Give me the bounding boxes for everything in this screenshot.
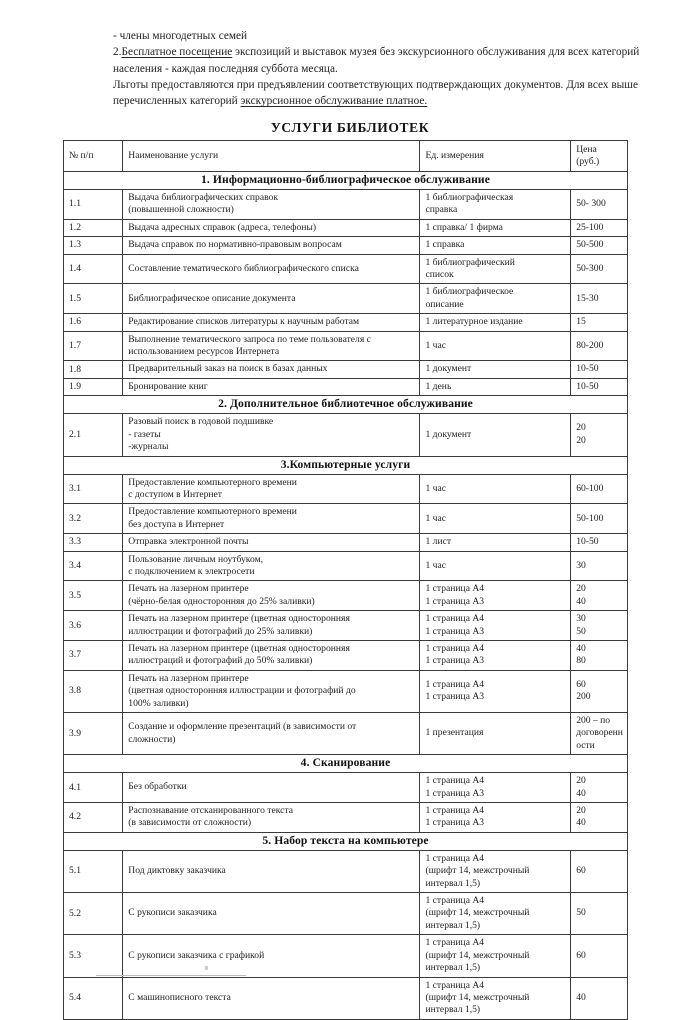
name-line: (повышенной сложности) — [128, 204, 234, 216]
name-line: С рукописи заказчика с графикой — [128, 949, 265, 961]
name-line: Бронирование книг — [128, 380, 208, 392]
name-line: -журналы — [128, 441, 169, 453]
unit-line: список — [425, 269, 454, 281]
services-price-table — [63, 140, 628, 1020]
row-unit — [420, 190, 571, 220]
table-row — [64, 504, 628, 534]
intro-line-3: населения - каждая последняя суббота месяца. — [113, 62, 338, 75]
price-line: 10-50 — [576, 536, 599, 548]
table-section-header-row — [64, 832, 628, 850]
row-number: 5.2 — [64, 893, 123, 935]
intro-paragraph — [113, 28, 683, 109]
row-number: 1.4 — [64, 254, 123, 284]
row-price — [571, 803, 628, 833]
row-price — [571, 219, 628, 236]
table-row — [64, 581, 628, 611]
row-price — [571, 284, 628, 314]
row-number: 1.6 — [64, 314, 123, 331]
name-line: Без обработки — [128, 781, 187, 793]
unit-line: 1 час — [425, 559, 447, 571]
table-row — [64, 254, 628, 284]
row-unit — [420, 935, 571, 977]
row-unit — [420, 581, 571, 611]
table-row — [64, 670, 628, 712]
row-price — [571, 670, 628, 712]
unit-line: 1 библиографическая — [425, 192, 514, 203]
table-row — [64, 713, 628, 755]
name-line: 100% заливки) — [128, 697, 189, 709]
price-line: 30 — [576, 613, 586, 625]
row-unit — [420, 611, 571, 641]
row-service-name — [123, 534, 420, 551]
price-line: 80 — [576, 655, 586, 667]
name-line: Выполнение тематического запроса по теме пользователя с — [128, 333, 371, 345]
row-service-name — [123, 219, 420, 236]
row-unit — [420, 504, 571, 534]
name-line: - газеты — [128, 428, 161, 440]
row-service-name — [123, 893, 420, 935]
section-heading: 2. Дополнительное библиотечное обслуживание — [64, 396, 628, 414]
row-service-name — [123, 331, 420, 361]
name-line: Редактирование списков литературы к научным работам — [128, 316, 360, 328]
table-row — [64, 551, 628, 581]
unit-line: 1 страница А3 — [425, 655, 485, 667]
row-service-name — [123, 361, 420, 378]
table-header-row — [64, 141, 628, 172]
row-unit — [420, 254, 571, 284]
intro-bullet-line: - члены многодетных семей — [113, 30, 248, 42]
row-unit — [420, 850, 571, 892]
intro-line-5 — [113, 93, 683, 109]
header-price-line1: Цена — [576, 144, 597, 155]
row-service-name — [123, 237, 420, 254]
price-line: 50-500 — [576, 239, 604, 251]
name-line: с доступом в Интернет — [128, 488, 223, 500]
scan-artifact-speck — [205, 966, 208, 970]
price-line: 50 — [576, 625, 586, 637]
unit-line: 1 страница А3 — [425, 787, 485, 799]
unit-line: 1 час — [425, 339, 447, 351]
row-price — [571, 551, 628, 581]
price-line: 200 – по — [576, 715, 611, 726]
row-unit — [420, 977, 571, 1019]
unit-line: 1 страница А3 — [425, 691, 485, 703]
row-price — [571, 237, 628, 254]
table-row — [64, 640, 628, 670]
unit-line: 1 страница А4 — [425, 642, 485, 654]
unit-line: 1 час — [425, 512, 447, 524]
row-price — [571, 935, 628, 977]
row-price — [571, 893, 628, 935]
row-number: 3.3 — [64, 534, 123, 551]
unit-line: 1 библиографический — [425, 256, 515, 268]
row-service-name — [123, 254, 420, 284]
price-line: 40 — [576, 787, 586, 799]
table-section-header-row — [64, 396, 628, 414]
row-service-name — [123, 803, 420, 833]
row-service-name — [123, 504, 420, 534]
name-line: Библиографическое описание документа — [128, 292, 296, 304]
price-line: 60 — [576, 678, 586, 690]
unit-line: интервал 1,5) — [425, 962, 481, 974]
row-unit — [420, 314, 571, 331]
unit-line: 1 страница А4 — [425, 895, 485, 907]
unit-line: 1 документ — [425, 428, 472, 440]
name-line: иллюстраций и фотографий до 50% заливки) — [128, 655, 313, 667]
name-line: без доступа в Интернет — [128, 518, 225, 530]
unit-line: 1 страница А4 — [425, 805, 485, 817]
unit-line: 1 страница А4 — [425, 852, 485, 864]
page-title: УСЛУГИ БИБЛИОТЕК — [270, 120, 430, 135]
price-line: 15 — [576, 316, 586, 328]
name-line: Выдача библиографических справок — [128, 192, 279, 203]
price-line: 50 — [576, 907, 586, 919]
row-unit — [420, 534, 571, 551]
row-service-name — [123, 640, 420, 670]
row-unit — [420, 378, 571, 395]
name-line: (чёрно-белая односторонняя до 25% заливки) — [128, 595, 315, 607]
unit-line: 1 страница А4 — [425, 678, 485, 690]
unit-line: 1 страница А3 — [425, 817, 485, 829]
name-line: Выдача справок по нормативно-правовым вопросам — [128, 239, 342, 251]
table-row — [64, 361, 628, 378]
price-line: 10-50 — [576, 363, 599, 375]
table-row — [64, 331, 628, 361]
table-row — [64, 611, 628, 641]
table-row — [64, 190, 628, 220]
name-line: Выдача адресных справок (адреса, телефоны) — [128, 221, 317, 233]
table-head — [64, 141, 628, 172]
section-heading: 4. Сканирование — [64, 755, 628, 773]
row-service-name — [123, 977, 420, 1019]
row-number: 3.5 — [64, 581, 123, 611]
table-section-header-row — [64, 755, 628, 773]
row-number: 5.4 — [64, 977, 123, 1019]
row-price — [571, 534, 628, 551]
table-section-header-row — [64, 456, 628, 474]
table-row — [64, 237, 628, 254]
name-line: Пользование личным ноутбуком, — [128, 553, 264, 565]
row-number: 1.8 — [64, 361, 123, 378]
unit-line: 1 страница А4 — [425, 613, 485, 625]
unit-line: 1 справка — [425, 239, 465, 251]
unit-line: 1 день — [425, 380, 452, 392]
unit-line: 1 презентация — [425, 727, 484, 739]
row-service-name — [123, 284, 420, 314]
table-row — [64, 773, 628, 803]
unit-line: 1 литературное издание — [425, 316, 523, 328]
row-number: 1.2 — [64, 219, 123, 236]
row-unit — [420, 361, 571, 378]
row-unit — [420, 237, 571, 254]
unit-line: 1 лист — [425, 536, 452, 548]
row-service-name — [123, 551, 420, 581]
name-line: Печать на лазерном принтере (цветная односторонняя — [128, 642, 350, 654]
row-unit — [420, 713, 571, 755]
row-service-name — [123, 474, 420, 504]
unit-line: (шрифт 14, межстрочный — [425, 991, 530, 1003]
name-line: Разовый поиск в годовой подшивке — [128, 416, 274, 428]
header-price-line2: (руб.) — [576, 156, 600, 167]
row-price — [571, 773, 628, 803]
price-line: 80-200 — [576, 339, 604, 351]
row-unit — [420, 773, 571, 803]
table-row — [64, 219, 628, 236]
row-unit — [420, 331, 571, 361]
price-line: 40 — [576, 595, 586, 607]
row-number: 3.6 — [64, 611, 123, 641]
row-price — [571, 713, 628, 755]
unit-line: 1 страница А4 — [425, 775, 485, 787]
table-row — [64, 803, 628, 833]
row-price — [571, 361, 628, 378]
row-number: 2.1 — [64, 414, 123, 456]
row-number: 5.3 — [64, 935, 123, 977]
unit-line: 1 страница А3 — [425, 625, 485, 637]
price-line: 40 — [576, 642, 586, 654]
name-line: иллюстрации и фотографий до 25% заливки) — [128, 625, 313, 637]
intro-line5-underlined: экскурсионное обслуживание платное. — [240, 95, 428, 108]
row-service-name — [123, 314, 420, 331]
name-line: сложности) — [128, 733, 176, 745]
name-line: Распознавание отсканированного текста — [128, 805, 294, 817]
table-row — [64, 378, 628, 395]
price-line: 20 — [576, 434, 586, 446]
row-service-name — [123, 773, 420, 803]
price-line: 40 — [576, 817, 586, 829]
unit-line: 1 страница А4 — [425, 979, 485, 991]
row-price — [571, 190, 628, 220]
unit-line: 1 страница А4 — [425, 937, 485, 949]
name-line: С рукописи заказчика — [128, 907, 217, 919]
name-line: Печать на лазерном принтере — [128, 583, 249, 595]
intro-line2-rest: экспозиций и выставок музея без экскурсионного обслуживания для всех категорий — [232, 46, 640, 59]
header-unit: Ед. измерения — [420, 141, 571, 172]
table-body — [64, 172, 628, 1020]
row-unit — [420, 640, 571, 670]
unit-line: 1 справка/ 1 фирма — [425, 221, 503, 233]
intro-line2-underlined: Бесплатное посещение — [121, 46, 233, 59]
table-row — [64, 314, 628, 331]
intro-line5-prefix: перечисленных категорий — [113, 95, 241, 108]
row-price — [571, 977, 628, 1019]
price-line: ости — [576, 739, 595, 751]
row-service-name — [123, 190, 420, 220]
row-service-name — [123, 581, 420, 611]
row-number: 5.1 — [64, 850, 123, 892]
table-row — [64, 977, 628, 1019]
unit-line: описание — [425, 298, 464, 310]
row-price — [571, 640, 628, 670]
row-price — [571, 414, 628, 456]
price-line: 30 — [576, 559, 586, 571]
price-line: 20 — [576, 422, 586, 434]
price-line: 20 — [576, 583, 586, 595]
row-price — [571, 504, 628, 534]
price-line: 50- 300 — [576, 198, 606, 210]
name-line: Печать на лазерном принтере — [128, 672, 249, 684]
row-unit — [420, 284, 571, 314]
unit-line: справка — [425, 204, 458, 216]
row-unit — [420, 893, 571, 935]
name-line: Печать на лазерном принтере (цветная односторонняя — [128, 613, 350, 625]
table-row — [64, 534, 628, 551]
price-line: 50-300 — [576, 262, 604, 274]
unit-line: интервал 1,5) — [425, 919, 481, 931]
price-line: 60 — [576, 865, 586, 877]
unit-line: 1 час — [425, 482, 447, 494]
unit-line: 1 страница А3 — [425, 595, 485, 607]
unit-line: (шрифт 14, межстрочный — [425, 949, 530, 961]
name-line: (цветная односторонняя иллюстрации и фотографий до — [128, 685, 356, 697]
row-number: 3.4 — [64, 551, 123, 581]
unit-line: 1 страница А4 — [425, 583, 485, 595]
row-number: 1.5 — [64, 284, 123, 314]
row-unit — [420, 551, 571, 581]
section-heading: 1. Информационно-библиографическое обслуживание — [64, 172, 628, 190]
price-line: 15-30 — [576, 292, 599, 304]
row-number: 4.1 — [64, 773, 123, 803]
row-unit — [420, 474, 571, 504]
row-unit — [420, 670, 571, 712]
table-row — [64, 850, 628, 892]
unit-line: интервал 1,5) — [425, 877, 481, 889]
row-service-name — [123, 935, 420, 977]
row-number: 3.2 — [64, 504, 123, 534]
row-price — [571, 331, 628, 361]
price-line: 25-100 — [576, 221, 604, 233]
section-heading: 3.Компьютерные услуги — [64, 456, 628, 474]
row-number: 1.3 — [64, 237, 123, 254]
row-price — [571, 314, 628, 331]
row-service-name — [123, 378, 420, 395]
name-line: Составление тематического библиографического списка — [128, 262, 359, 274]
table-row — [64, 284, 628, 314]
name-line: (в зависимости от сложности) — [128, 817, 252, 829]
price-line: 40 — [576, 991, 586, 1003]
name-line: Предоставление компьютерного времени — [128, 506, 297, 518]
row-unit — [420, 414, 571, 456]
row-price — [571, 611, 628, 641]
price-line: 20 — [576, 805, 586, 817]
row-number: 1.7 — [64, 331, 123, 361]
price-line: 60-100 — [576, 482, 604, 494]
row-number: 1.1 — [64, 190, 123, 220]
header-num: № п/п — [64, 141, 123, 172]
table-section-header-row — [64, 172, 628, 190]
price-line: 60 — [576, 949, 586, 961]
name-line: Создание и оформление презентаций (в зависимости от — [128, 721, 357, 733]
price-line: договоренн — [576, 727, 623, 739]
table-row — [64, 893, 628, 935]
name-line: Отправка электронной почты — [128, 536, 249, 548]
row-service-name — [123, 713, 420, 755]
row-service-name — [123, 611, 420, 641]
row-number: 1.9 — [64, 378, 123, 395]
row-number: 3.8 — [64, 670, 123, 712]
row-price — [571, 474, 628, 504]
name-line: Предварительный заказ на поиск в базах данных — [128, 363, 328, 375]
row-price — [571, 254, 628, 284]
section-heading: 5. Набор текста на компьютере — [64, 832, 628, 850]
row-number: 3.9 — [64, 713, 123, 755]
scan-artifact-line — [96, 975, 246, 976]
name-line: Предоставление компьютерного времени — [128, 476, 297, 488]
row-unit — [420, 219, 571, 236]
intro-line-2 — [113, 44, 683, 60]
unit-line: 1 документ — [425, 363, 472, 375]
row-number: 3.1 — [64, 474, 123, 504]
table-row — [64, 474, 628, 504]
header-name: Наименование услуги — [123, 141, 420, 172]
row-number: 3.7 — [64, 640, 123, 670]
name-line: Под диктовку заказчика — [128, 865, 226, 877]
table-row — [64, 414, 628, 456]
unit-line: интервал 1,5) — [425, 1004, 481, 1016]
table-row — [64, 935, 628, 977]
price-line: 20 — [576, 775, 586, 787]
row-price — [571, 581, 628, 611]
price-line: 10-50 — [576, 380, 599, 392]
unit-line: (шрифт 14, межстрочный — [425, 907, 530, 919]
intro-line2-prefix: 2. — [113, 46, 122, 59]
unit-line: 1 библиографическое — [425, 286, 514, 298]
row-service-name — [123, 670, 420, 712]
row-unit — [420, 803, 571, 833]
price-line: 200 — [576, 691, 591, 703]
header-price — [571, 141, 628, 172]
name-line: с подключением к электросети — [128, 565, 255, 577]
name-line: С машинописного текста — [128, 991, 231, 1003]
row-service-name — [123, 850, 420, 892]
price-line: 50-100 — [576, 512, 604, 524]
name-line: использованием ресурсов Интернета — [128, 346, 280, 358]
intro-line-4: Льготы предоставляются при предъявлении соответствующих подтверждающих документов. Для всех выше — [113, 78, 638, 91]
row-price — [571, 850, 628, 892]
row-number: 4.2 — [64, 803, 123, 833]
row-service-name — [123, 414, 420, 456]
row-price — [571, 378, 628, 395]
unit-line: (шрифт 14, межстрочный — [425, 865, 530, 877]
